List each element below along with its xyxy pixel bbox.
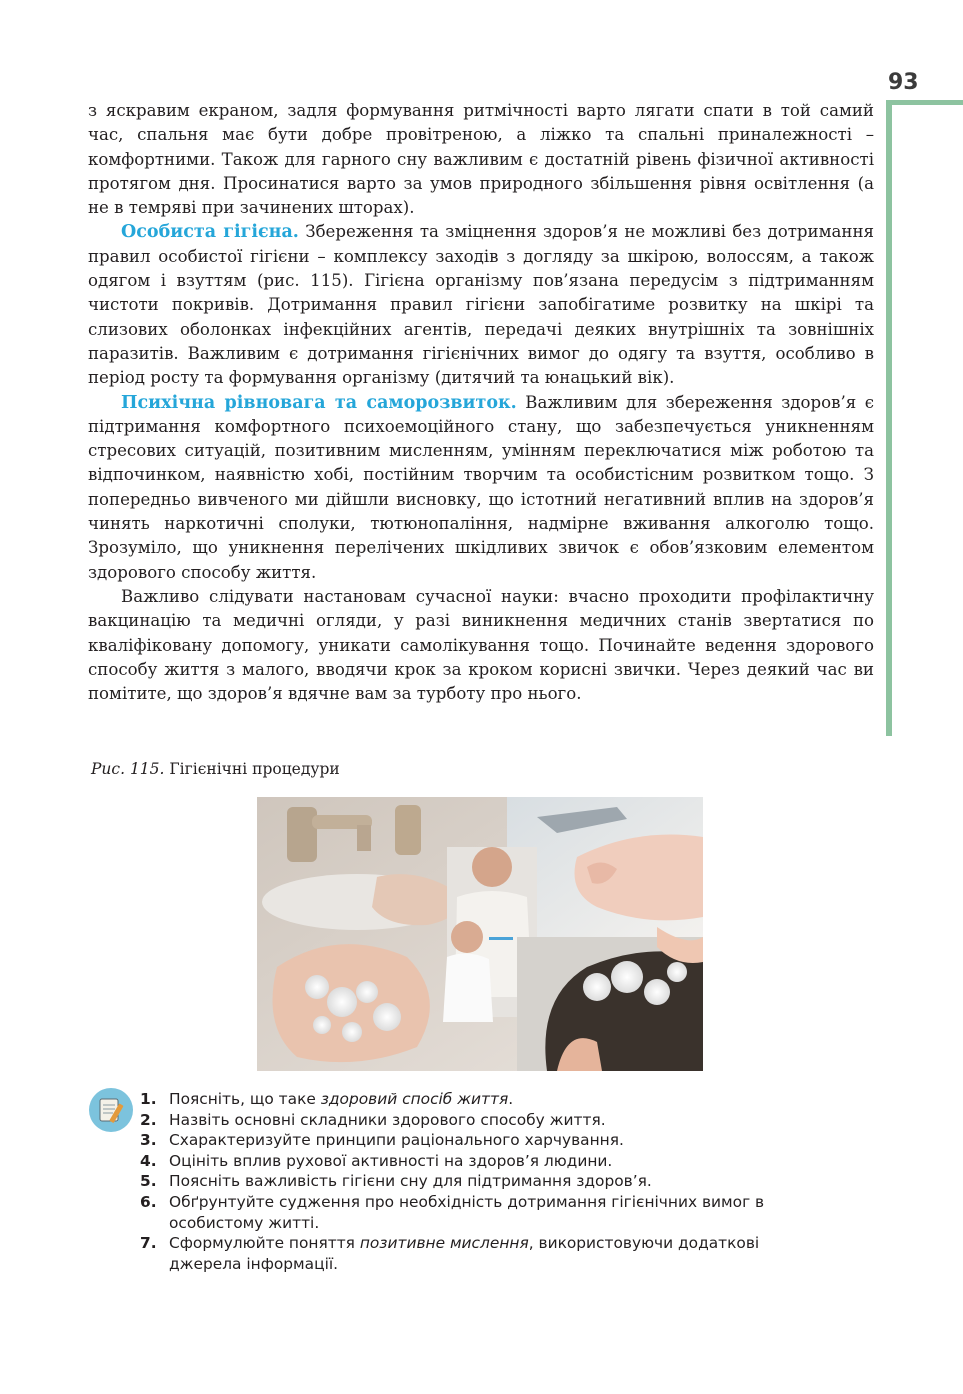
margin-bar: [886, 100, 963, 736]
section-heading-mental: Психічна рівновага та саморозвиток.: [121, 392, 517, 413]
question-item: [140, 1089, 820, 1110]
question-number: 6.: [140, 1192, 157, 1211]
question-text: Обґрунтуйте судження про необхідність дотримання гігієнічних вимог в особистому житті.: [169, 1192, 765, 1232]
paragraph-sleep: з яскравим екраном, задля формування ритмічності варто лягати спати в той самий час, спальня має бути добре провітреною, а ліжко та спальні приналежності – комфортними. Також для гарного сну важливим є достатній рівень фізичної активності протягом дня. Просинатися варто за умов природного збільшення рівня освітлення (а не в темряві при зачинених шторах).: [88, 101, 874, 218]
question-text-end: , використовуючи додаткові джерела інформації.: [169, 1234, 760, 1273]
paragraph-hygiene-text: Збереження та зміцнення здоров’я не можливі без дотримання правил особистої гігієни – комплексу заходів з догляду за шкірою, волоссям, а також одягом і взуттям (рис. 115). Гігієна організму пов’язана передусім з підтриманням чистоти покривів. Дотримання правил гігієни запобігатиме розвитку на шкірі та слизових оболонках інфекційних агентів, передачі деяких внутрішніх та зовнішніх паразитів. Важливим є дотримання гігієнічних вимог до одягу та взуття, особливо в період росту та формування організму (дитячий та юнацький вік).: [88, 222, 874, 388]
question-number: 3.: [140, 1131, 157, 1150]
question-number: 7.: [140, 1234, 157, 1253]
paragraph-hygiene: [88, 220, 874, 390]
question-text: Сформулюйте поняття: [169, 1234, 360, 1253]
notebook-pencil-icon: [88, 1087, 134, 1133]
question-item: [140, 1171, 820, 1192]
question-text-end: .: [508, 1090, 514, 1108]
body-text: [88, 99, 874, 706]
question-number: 2.: [140, 1110, 157, 1129]
question-term: здоровий спосіб життя: [320, 1090, 509, 1108]
figure-caption-text: Гігієнічні процедури: [164, 760, 340, 778]
questions-list: [140, 1089, 820, 1274]
question-item: [140, 1233, 820, 1274]
question-text: Назвіть основні складники здорового способу життя.: [169, 1110, 606, 1129]
section-heading-hygiene: Особиста гігієна.: [121, 222, 299, 243]
paragraph-science: Важливо слідувати настановам сучасної науки: вчасно проходити профілактичну вакцинацію та медичні огляди, у разі виникнення медичних станів звертатися по кваліфіковану допомогу, уникати самолікування тощо. Починайте ведення здорового способу життя з малого, вводячи крок за кроком корисні звички. Через деякий час ви помітите, що здоров’я вдячне вам за турботу про нього.: [88, 586, 874, 704]
figure-caption: [91, 760, 340, 778]
hygiene-collage-drawing: [257, 797, 703, 1071]
question-term: позитивне мислення: [359, 1234, 529, 1253]
question-text: Поясніть важливість гігієни сну для підтримання здоров’я.: [169, 1172, 652, 1191]
hygiene-collage-image: [257, 797, 703, 1071]
paragraph-mental-text: Важливим для збереження здоров’я є підтримання комфортного психоемоційного стану, що забезпечується уникненням стресових ситуацій, позитивним мисленням, умінням переключатися між роботою та відпочинком, наявністю хобі, постійним творчим та особистісним розвитком тощо. З попередньо вивченого ми дійшли висновку, що істотний негативний вплив на здоров’я чинять наркотичні сполуки, тютюнопаління, надмірне вживання алкоголю тощо. Зрозуміло, що уникнення перелічених шкідливих звичок є обов’язковим елементом здорового способу життя.: [88, 392, 874, 582]
question-number: 4.: [140, 1151, 157, 1170]
question-text: Оцініть вплив рухової активності на здоров’я людини.: [169, 1151, 613, 1170]
question-item: [140, 1130, 820, 1151]
page-number: 93: [888, 70, 919, 95]
question-number: 1.: [140, 1090, 157, 1108]
figure-label: Рис. 115.: [91, 760, 165, 778]
question-item: [140, 1110, 820, 1131]
question-item: [140, 1192, 820, 1233]
question-number: 5.: [140, 1172, 157, 1191]
paragraph-mental: [88, 391, 874, 585]
question-item: [140, 1151, 820, 1172]
question-text: Поясніть, що таке: [169, 1090, 321, 1108]
question-text: Схарактеризуйте принципи раціонального харчування.: [169, 1131, 624, 1150]
